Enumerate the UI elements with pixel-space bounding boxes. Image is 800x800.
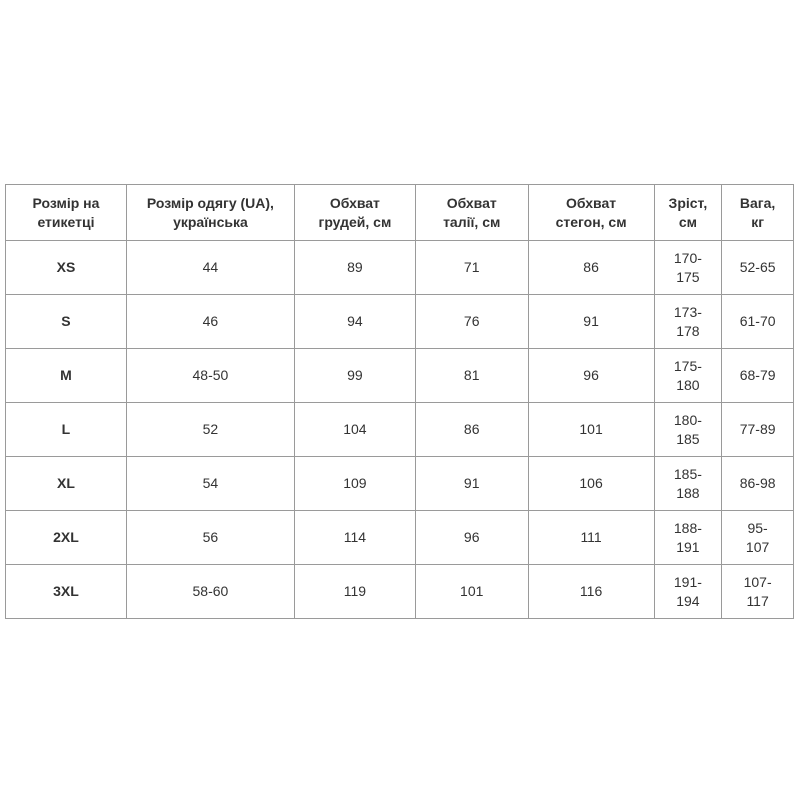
cell-hips: 86 (528, 241, 654, 295)
cell-ua-size: 54 (126, 457, 294, 511)
cell-chest: 104 (294, 403, 415, 457)
cell-ua-size: 46 (126, 295, 294, 349)
cell-height (654, 349, 722, 403)
cell-weight-line: 95- (747, 519, 768, 536)
cell-ua-size: 44 (126, 241, 294, 295)
cell-height-line: 188- (673, 519, 702, 536)
cell-ua-size: 52 (126, 403, 294, 457)
table-row (6, 511, 794, 565)
cell-ua-size: 56 (126, 511, 294, 565)
cell-size-label: 2XL (6, 511, 127, 565)
cell-waist: 101 (415, 565, 528, 619)
cell-height (654, 565, 722, 619)
cell-height-line: 180- (673, 411, 702, 428)
cell-weight-line: 117 (746, 592, 769, 609)
cell-size-label: L (6, 403, 127, 457)
cell-weight-line: 86-98 (739, 475, 776, 491)
cell-hips: 101 (528, 403, 654, 457)
cell-height-line: 175- (673, 357, 702, 374)
cell-height-line: 188 (676, 484, 700, 501)
cell-waist: 91 (415, 457, 528, 511)
cell-hips: 116 (528, 565, 654, 619)
header-height-line1: Зріст, (668, 194, 708, 211)
header-label-size-line1: Розмір на (32, 194, 100, 211)
cell-weight-line: 52-65 (739, 259, 776, 275)
cell-hips: 91 (528, 295, 654, 349)
header-row (6, 185, 794, 241)
cell-height (654, 295, 722, 349)
cell-hips: 106 (528, 457, 654, 511)
cell-waist: 71 (415, 241, 528, 295)
cell-waist: 81 (415, 349, 528, 403)
cell-height-line: 191 (676, 538, 700, 555)
table-row (6, 295, 794, 349)
cell-height-line: 173- (673, 303, 702, 320)
cell-weight (722, 349, 794, 403)
header-waist (415, 185, 528, 241)
cell-size-label: 3XL (6, 565, 127, 619)
cell-size-label: M (6, 349, 127, 403)
cell-height (654, 511, 722, 565)
cell-hips: 96 (528, 349, 654, 403)
cell-weight (722, 241, 794, 295)
cell-weight (722, 511, 794, 565)
cell-height (654, 403, 722, 457)
header-ua-size (126, 185, 294, 241)
header-label-size-line2: етикетці (37, 213, 95, 230)
header-waist-line1: Обхват (446, 194, 497, 211)
header-chest (294, 185, 415, 241)
table-header (6, 185, 794, 241)
header-label-size (6, 185, 127, 241)
header-weight-line2: кг (751, 213, 765, 230)
table-row (6, 241, 794, 295)
cell-weight-line: 77-89 (739, 421, 776, 437)
cell-size-label: XS (6, 241, 127, 295)
cell-weight (722, 457, 794, 511)
cell-chest: 114 (294, 511, 415, 565)
cell-size-label: S (6, 295, 127, 349)
table-row (6, 457, 794, 511)
cell-height (654, 241, 722, 295)
cell-height-line: 170- (673, 249, 702, 266)
table-row (6, 349, 794, 403)
header-height (654, 185, 722, 241)
cell-chest: 119 (294, 565, 415, 619)
cell-height-line: 185 (676, 430, 700, 447)
header-hips-line2: стегон, см (555, 213, 627, 230)
cell-weight-line: 107 (745, 538, 770, 555)
cell-chest: 89 (294, 241, 415, 295)
cell-chest: 99 (294, 349, 415, 403)
header-hips (528, 185, 654, 241)
cell-height-line: 194 (676, 592, 700, 609)
cell-weight-line: 61-70 (739, 313, 776, 329)
cell-waist: 86 (415, 403, 528, 457)
header-height-line2: см (678, 213, 697, 230)
table-body (6, 241, 794, 619)
header-weight-line1: Вага, (739, 194, 776, 211)
header-ua-size-line2: українська (173, 213, 248, 230)
header-weight (722, 185, 794, 241)
header-waist-line2: талії, см (443, 213, 501, 230)
cell-ua-size: 48-50 (126, 349, 294, 403)
cell-weight (722, 403, 794, 457)
cell-weight-line: 68-79 (739, 367, 776, 383)
cell-height (654, 457, 722, 511)
cell-chest: 94 (294, 295, 415, 349)
table-row (6, 403, 794, 457)
cell-ua-size: 58-60 (126, 565, 294, 619)
header-ua-size-line1: Розмір одягу (UA), (146, 194, 274, 211)
header-hips-line1: Обхват (566, 194, 617, 211)
header-chest-line2: грудей, см (318, 213, 392, 230)
cell-weight (722, 295, 794, 349)
cell-waist: 96 (415, 511, 528, 565)
cell-weight (722, 565, 794, 619)
cell-height-line: 191- (673, 573, 702, 590)
cell-waist: 76 (415, 295, 528, 349)
table-row (6, 565, 794, 619)
size-chart-table (5, 184, 794, 619)
cell-height-line: 180 (676, 376, 700, 393)
cell-size-label: XL (6, 457, 127, 511)
cell-height-line: 178 (676, 322, 700, 339)
header-chest-line1: Обхват (329, 194, 380, 211)
cell-weight-line: 107- (743, 573, 772, 590)
cell-height-line: 175 (676, 268, 700, 285)
cell-hips: 111 (528, 511, 654, 565)
cell-chest: 109 (294, 457, 415, 511)
cell-height-line: 185- (673, 465, 702, 482)
